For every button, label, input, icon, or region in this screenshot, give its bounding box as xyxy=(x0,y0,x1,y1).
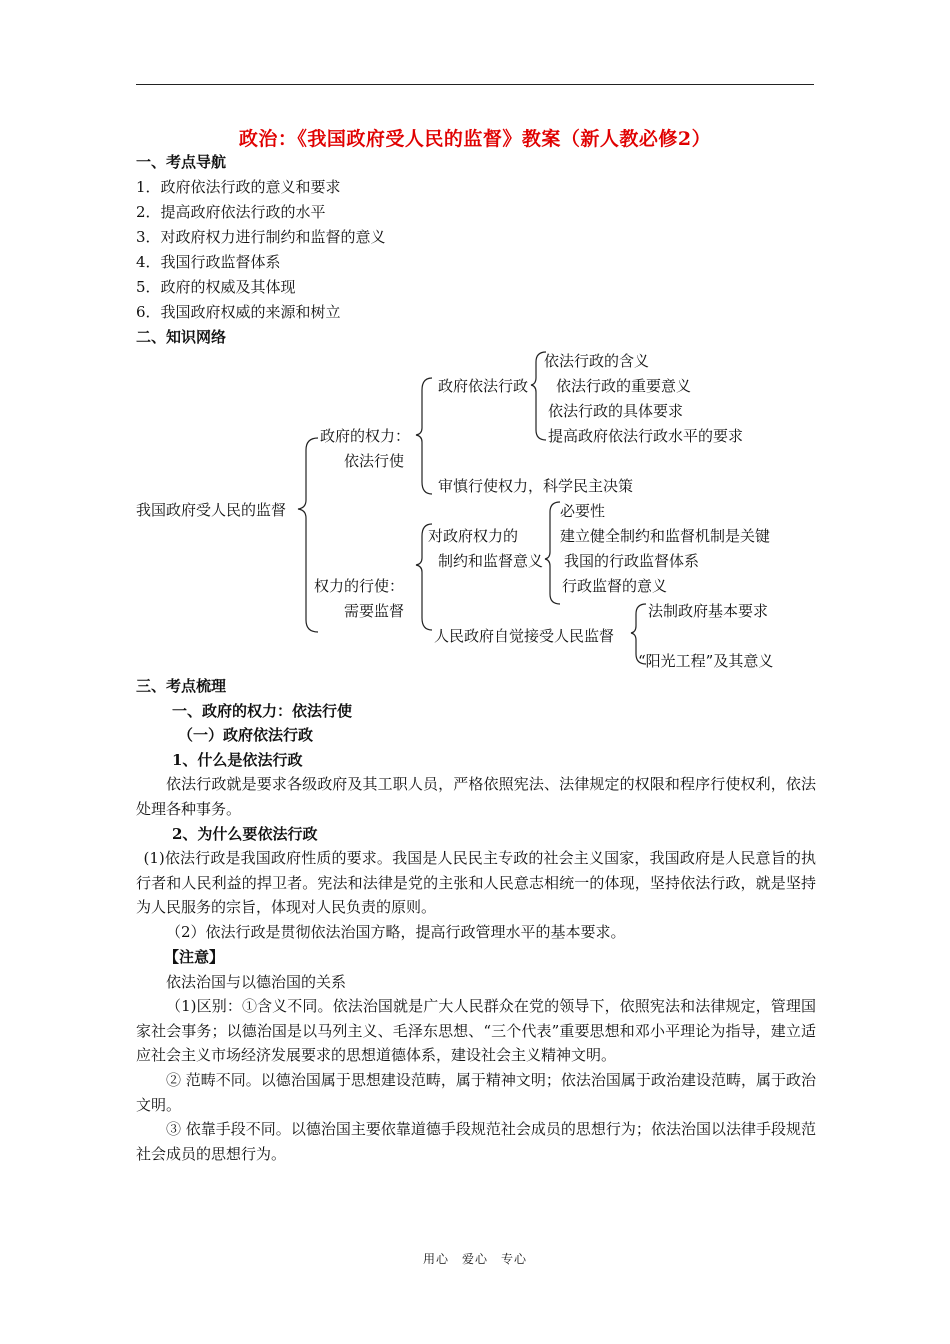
root-brace xyxy=(298,438,318,632)
list-item: 2．提高政府依法行政的水平 xyxy=(136,203,326,221)
branch-b1-brace xyxy=(545,502,560,604)
network-branch-b-label: 权力的行使： xyxy=(314,577,405,595)
network-branch-a-sublabel: 依法行使 xyxy=(344,452,405,470)
network-node: 人民政府自觉接受人民监督 xyxy=(434,627,615,645)
network-node: 政府依法行政 xyxy=(438,377,529,395)
section3-heading: 三、考点梳理 xyxy=(136,677,227,695)
page-footer: 用心 爱心 专心 xyxy=(422,1252,527,1266)
network-node: 审慎行使权力，科学民主决策 xyxy=(438,477,634,495)
subheading: （一）政府依法行政 xyxy=(178,726,314,744)
list-item: 6．我国政府权威的来源和树立 xyxy=(136,303,341,321)
list-item: 3．对政府权力进行制约和监督的意义 xyxy=(136,228,386,246)
list-item: 4．我国行政监督体系 xyxy=(136,253,281,271)
section2-heading: 二、知识网络 xyxy=(136,328,227,346)
document-title: 政治：《我国政府受人民的监督》教案（新人教必修2） xyxy=(238,128,712,150)
network-branch-b-sublabel: 需要监督 xyxy=(344,602,405,620)
network-root: 我国政府受人民的监督 xyxy=(136,501,287,519)
subheading: 2、为什么要依法行政 xyxy=(172,825,318,843)
network-leaf: 建立健全制约和监督机制是关键 xyxy=(560,527,771,545)
note-label: 【注意】 xyxy=(164,948,225,966)
network-leaf: 提高政府依法行政水平的要求 xyxy=(548,427,744,445)
paragraph: （2）依法行政是贯彻依法治国方略，提高行政管理水平的基本要求。 xyxy=(166,923,626,941)
list-item: 1．政府依法行政的意义和要求 xyxy=(136,178,341,196)
network-node: 对政府权力的 xyxy=(428,527,519,545)
section1-heading: 一、考点导航 xyxy=(136,153,227,171)
network-node: 制约和监督意义 xyxy=(438,552,544,570)
network-leaf: 行政监督的意义 xyxy=(562,577,668,595)
network-leaf: 我国的行政监督体系 xyxy=(564,552,700,570)
paragraph: ② 范畴不同。以德治国属于思想建设范畴，属于精神文明；依法治国属于政治建设范畴，属于政治文明。 xyxy=(136,1071,816,1114)
subheading: 1、什么是依法行政 xyxy=(172,751,303,769)
network-leaf: 依法行政的含义 xyxy=(544,352,650,370)
list-item: 5．政府的权威及其体现 xyxy=(136,278,296,296)
paragraph: （1)区别：①含义不同。依法治国就是广大人民群众在党的领导下，依照宪法和法律规定，管理国家社会事务；以德治国是以马列主义、毛泽东思想、“三个代表”重要思想和邓小平理论为指导，建立适应社会主义市场经济发展要求的思想道德体系，建设社会主义精神文明。 xyxy=(136,997,816,1064)
paragraph: (1)依法行政是我国政府性质的要求。我国是人民民主专政的社会主义国家，我国政府是人民意旨的执行者和人民利益的捍卫者。宪法和法律是党的主张和人民意志相统一的体现，坚持依法行政，就是坚持为人民服务的宗旨，体现对人民负责的原则。 xyxy=(136,849,816,916)
network-leaf: 法制政府基本要求 xyxy=(648,602,769,620)
network-branch-a-label: 政府的权力： xyxy=(320,427,411,445)
network-leaf: 依法行政的具体要求 xyxy=(548,402,684,420)
paragraph: 依法行政就是要求各级政府及其工职人员，严格依照宪法、法律规定的权限和程序行使权利，依法处理各种事务。 xyxy=(136,775,816,818)
network-leaf: “阳光工程”及其意义 xyxy=(638,652,774,670)
paragraph: 依法治国与以德治国的关系 xyxy=(166,973,347,991)
subheading: 一、政府的权力：依法行使 xyxy=(172,702,353,720)
network-leaf: 必要性 xyxy=(560,502,606,520)
network-leaf: 依法行政的重要意义 xyxy=(556,377,692,395)
branch-a-brace xyxy=(416,378,432,494)
paragraph: ③ 依靠手段不同。以德治国主要依靠道德手段规范社会成员的思想行为；依法治国以法律手段规范社会成员的思想行为。 xyxy=(136,1120,816,1163)
